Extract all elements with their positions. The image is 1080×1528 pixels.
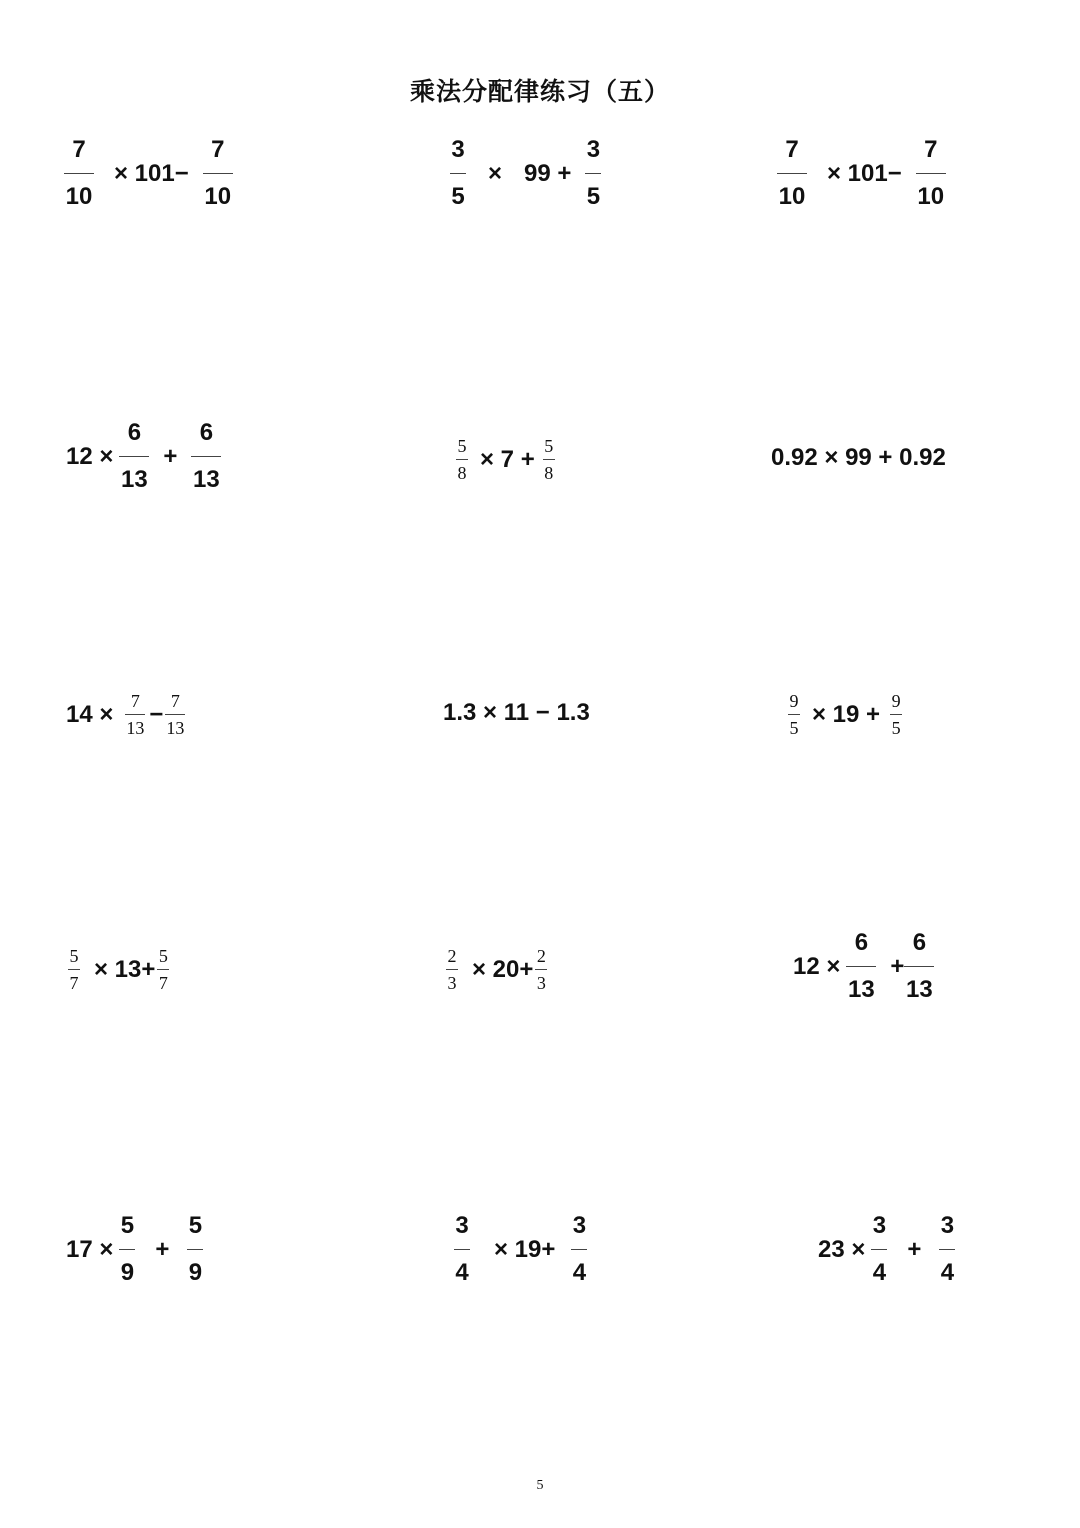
numerator: 6 bbox=[127, 419, 142, 446]
denominator: 4 bbox=[940, 1259, 955, 1286]
numerator: 3 bbox=[572, 1212, 587, 1239]
problem-3 bbox=[777, 138, 946, 209]
page-title: 乘法分配律练习（五） bbox=[409, 77, 670, 106]
denominator: 3 bbox=[536, 973, 546, 993]
denominator: 9 bbox=[120, 1259, 135, 1286]
operator-text: × 101− bbox=[114, 159, 189, 187]
numerator: 5 bbox=[188, 1212, 203, 1239]
fraction bbox=[64, 138, 94, 209]
problem-10 bbox=[68, 947, 169, 992]
operator-text: + bbox=[890, 952, 905, 980]
problem-8 bbox=[443, 699, 590, 727]
denominator: 10 bbox=[917, 183, 945, 210]
operator-text: + bbox=[155, 1235, 170, 1263]
operator-text: − bbox=[149, 700, 164, 728]
numerator: 5 bbox=[69, 946, 79, 966]
numerator: 7 bbox=[924, 136, 938, 163]
problem-5 bbox=[456, 437, 555, 482]
fraction bbox=[68, 947, 80, 992]
fraction bbox=[939, 1214, 955, 1285]
operator-text: 12 × bbox=[793, 952, 841, 980]
denominator: 5 bbox=[789, 718, 799, 738]
denominator: 5 bbox=[891, 718, 901, 738]
denominator: 5 bbox=[586, 183, 601, 210]
operator-text: × 19+ bbox=[494, 1235, 556, 1263]
fraction bbox=[456, 437, 468, 482]
fraction bbox=[788, 692, 800, 737]
problem-13 bbox=[66, 1214, 203, 1285]
operator-text: + bbox=[907, 1235, 922, 1263]
numerator: 7 bbox=[785, 136, 799, 163]
fraction bbox=[871, 1214, 887, 1285]
fraction bbox=[846, 931, 876, 1002]
fraction bbox=[119, 1214, 135, 1285]
numerator: 6 bbox=[199, 419, 214, 446]
denominator: 13 bbox=[906, 976, 933, 1003]
problem-11 bbox=[446, 947, 547, 992]
problem-9 bbox=[788, 692, 902, 737]
denominator: 4 bbox=[872, 1259, 887, 1286]
problem-2 bbox=[450, 138, 601, 209]
operator-text: 99 + bbox=[524, 159, 572, 187]
numerator: 5 bbox=[158, 946, 168, 966]
operator-text: × 101− bbox=[827, 159, 902, 187]
problem-14 bbox=[454, 1214, 587, 1285]
fraction bbox=[187, 1214, 203, 1285]
denominator: 13 bbox=[166, 718, 185, 738]
fraction bbox=[125, 692, 145, 737]
problem-6 bbox=[771, 444, 946, 472]
problem-1 bbox=[64, 138, 233, 209]
numerator: 6 bbox=[854, 929, 869, 956]
fraction bbox=[890, 692, 902, 737]
numerator: 2 bbox=[447, 946, 457, 966]
problem-12 bbox=[793, 931, 934, 1002]
numerator: 7 bbox=[130, 691, 140, 711]
fraction bbox=[165, 692, 185, 737]
numerator: 7 bbox=[170, 691, 180, 711]
denominator: 3 bbox=[447, 973, 457, 993]
denominator: 13 bbox=[848, 976, 875, 1003]
numerator: 6 bbox=[912, 929, 927, 956]
denominator: 10 bbox=[204, 183, 232, 210]
numerator: 3 bbox=[451, 136, 465, 163]
expression-text: 0.92 × 99 + 0.92 bbox=[771, 444, 946, 471]
fraction bbox=[191, 421, 221, 492]
operator-text: × 13+ bbox=[94, 955, 156, 983]
numerator: 9 bbox=[789, 691, 799, 711]
denominator: 13 bbox=[193, 466, 220, 493]
numerator: 3 bbox=[586, 136, 601, 163]
numerator: 3 bbox=[455, 1212, 469, 1239]
numerator: 5 bbox=[544, 436, 554, 456]
denominator: 7 bbox=[69, 973, 79, 993]
operator-text: 17 × bbox=[66, 1235, 114, 1263]
fraction bbox=[916, 138, 946, 209]
fraction bbox=[450, 138, 466, 209]
fraction bbox=[203, 138, 233, 209]
operator-text: 12 × bbox=[66, 442, 114, 470]
numerator: 3 bbox=[872, 1212, 887, 1239]
numerator: 3 bbox=[940, 1212, 955, 1239]
numerator: 7 bbox=[72, 136, 86, 163]
expression-text: 1.3 × 11 − 1.3 bbox=[443, 699, 590, 726]
page-number: 5 bbox=[536, 1478, 544, 1493]
denominator: 13 bbox=[126, 718, 145, 738]
fraction bbox=[585, 138, 601, 209]
denominator: 8 bbox=[544, 463, 554, 483]
denominator: 10 bbox=[65, 183, 93, 210]
fraction bbox=[571, 1214, 587, 1285]
denominator: 10 bbox=[778, 183, 806, 210]
denominator: 13 bbox=[121, 466, 148, 493]
fraction bbox=[454, 1214, 470, 1285]
problem-4 bbox=[66, 421, 221, 492]
numerator: 2 bbox=[536, 946, 546, 966]
denominator: 4 bbox=[455, 1259, 469, 1286]
numerator: 5 bbox=[120, 1212, 135, 1239]
denominator: 9 bbox=[188, 1259, 203, 1286]
denominator: 7 bbox=[158, 973, 168, 993]
operator-text: + bbox=[163, 442, 178, 470]
operator-text: × bbox=[488, 159, 503, 187]
fraction bbox=[904, 931, 934, 1002]
fraction bbox=[535, 947, 547, 992]
fraction bbox=[119, 421, 149, 492]
operator-text: × 7 + bbox=[480, 445, 535, 473]
operator-text: 14 × bbox=[66, 700, 114, 728]
problem-7 bbox=[66, 692, 185, 737]
numerator: 7 bbox=[211, 136, 225, 163]
fraction bbox=[543, 437, 555, 482]
denominator: 4 bbox=[572, 1259, 587, 1286]
operator-text: × 20+ bbox=[472, 955, 534, 983]
operator-text: × 19 + bbox=[812, 700, 881, 728]
numerator: 9 bbox=[891, 691, 901, 711]
fraction bbox=[157, 947, 169, 992]
denominator: 5 bbox=[451, 183, 465, 210]
fraction bbox=[446, 947, 458, 992]
numerator: 5 bbox=[457, 436, 467, 456]
problem-15 bbox=[818, 1214, 955, 1285]
fraction bbox=[777, 138, 807, 209]
operator-text: 23 × bbox=[818, 1235, 866, 1263]
denominator: 8 bbox=[457, 463, 467, 483]
